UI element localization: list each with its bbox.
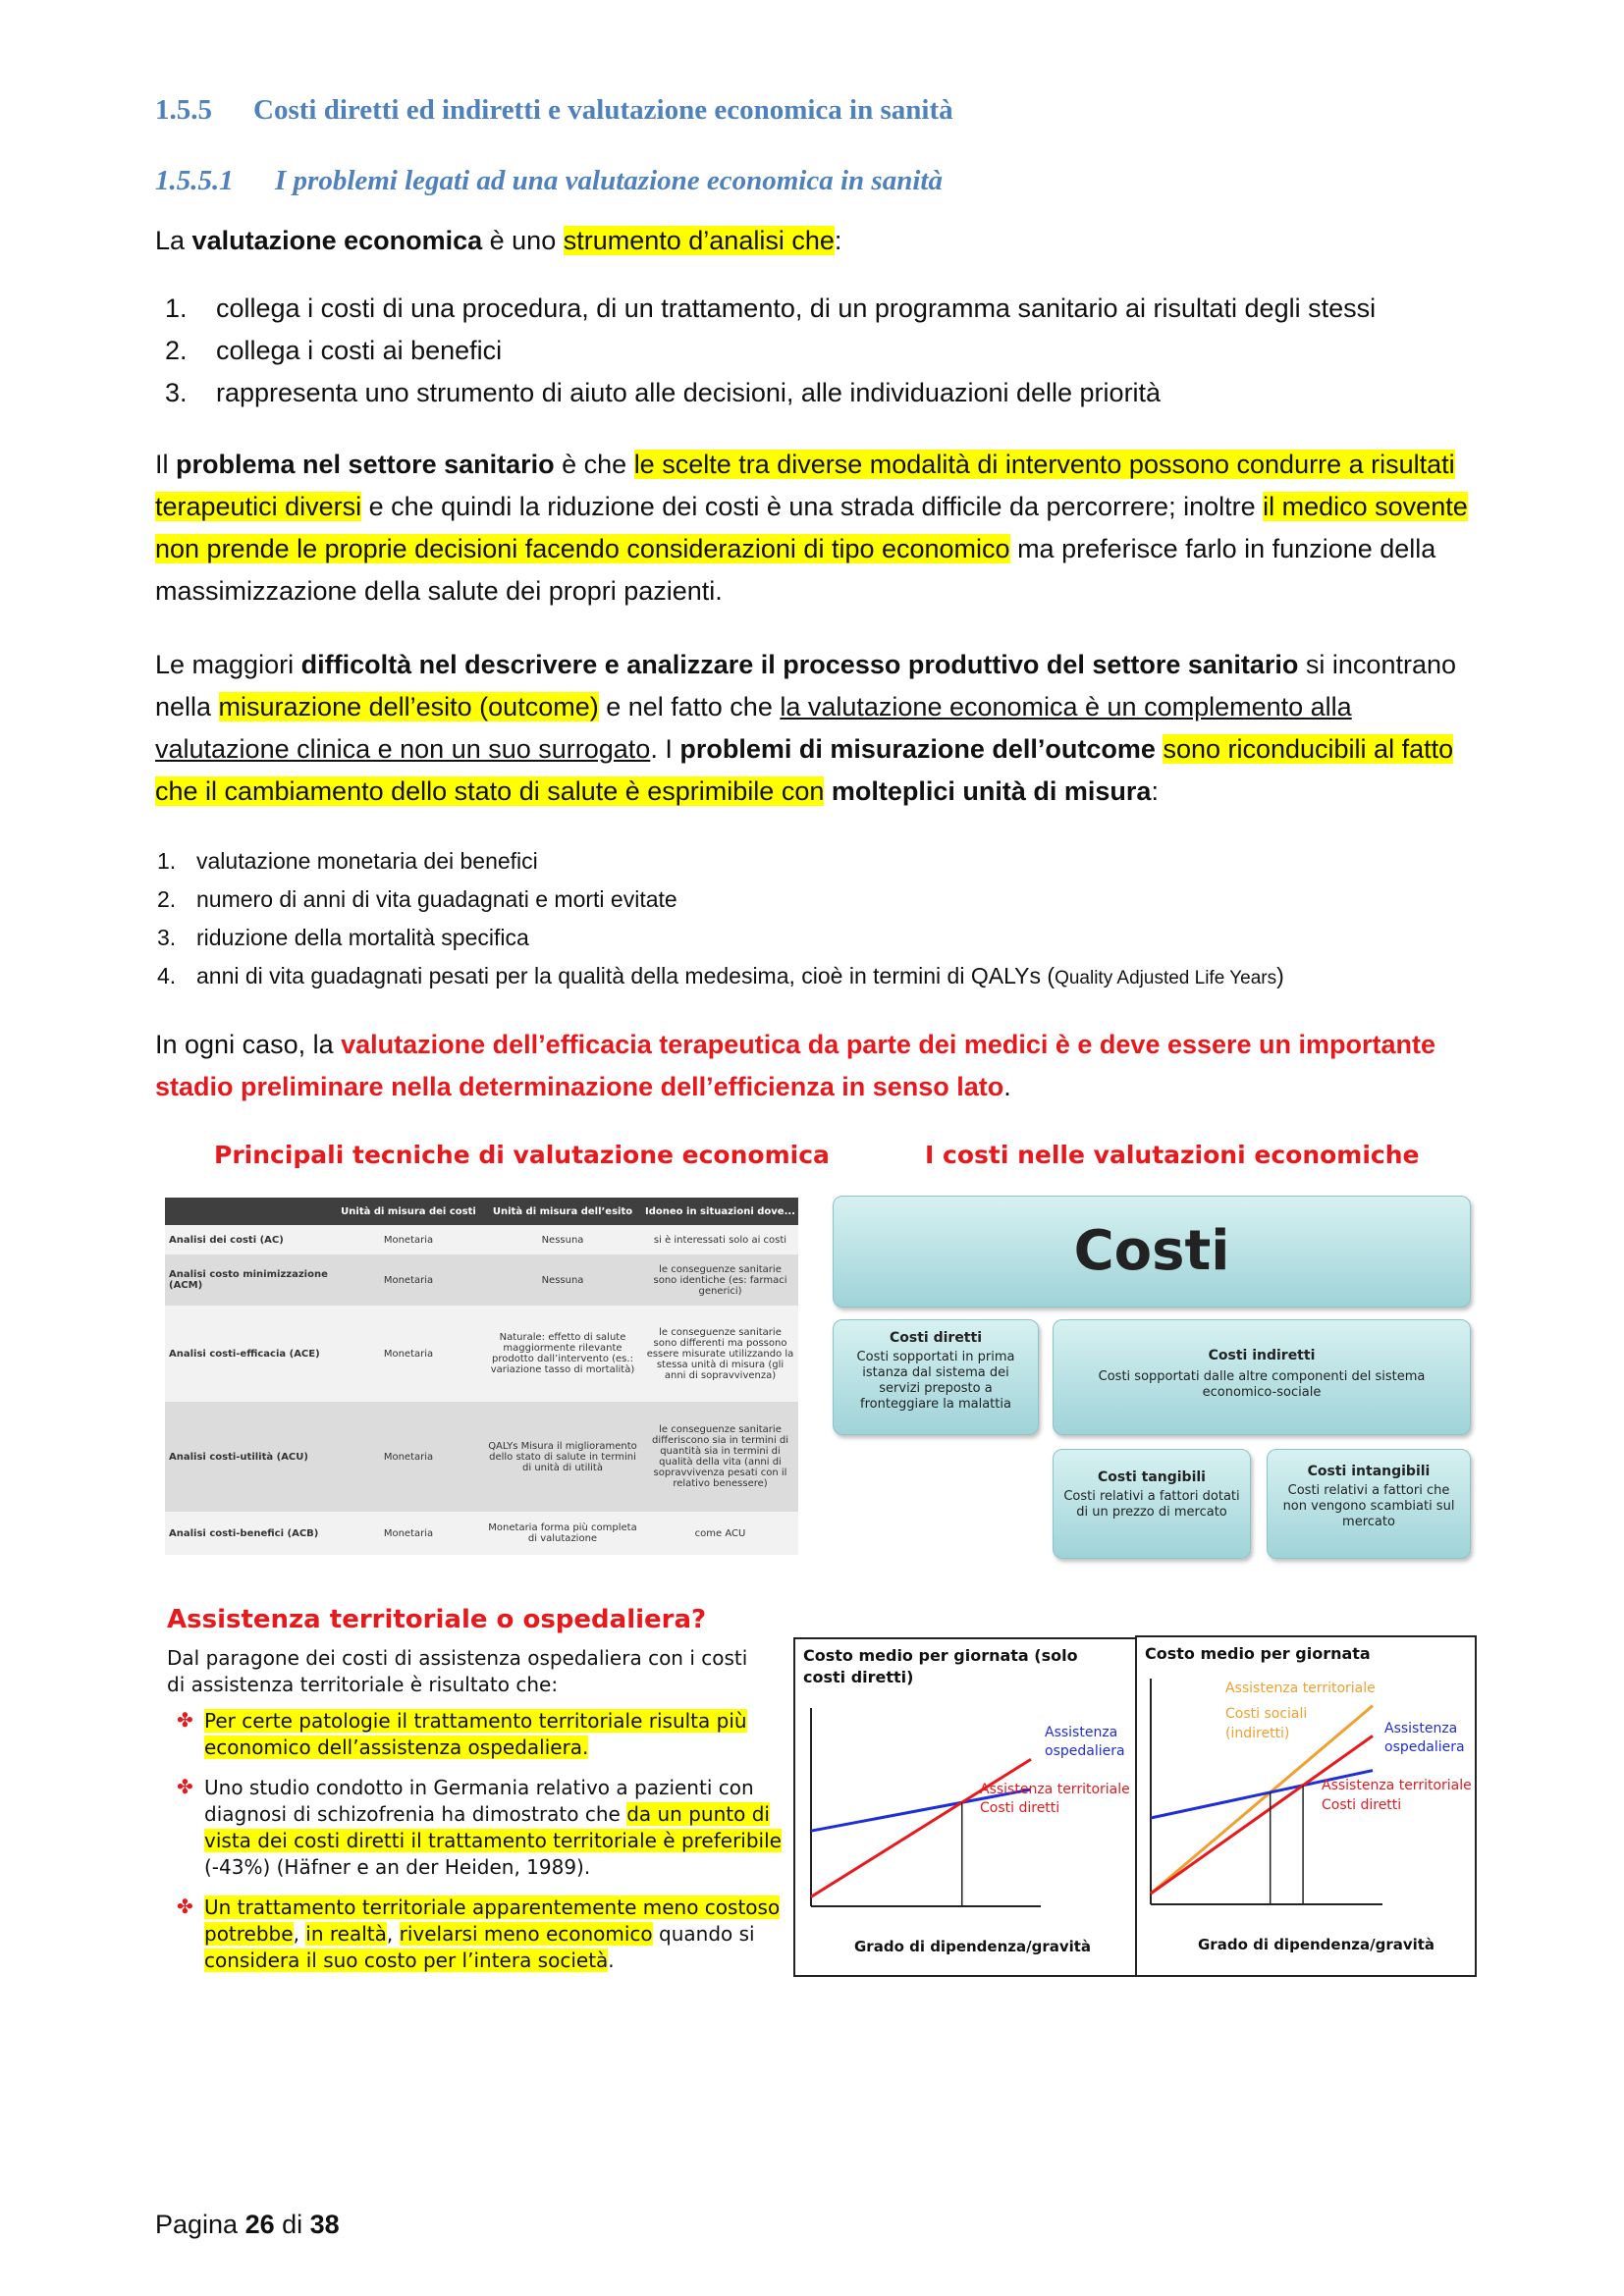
text: Uno studio condotto in Germania relativo a pazienti con diagnosi di schizofrenia ha dimostrato che <box>204 1776 754 1826</box>
bold-text: valutazione economica <box>191 226 483 255</box>
bullet-icon: ✤ <box>177 1777 193 1798</box>
list-number: 1. <box>157 848 177 874</box>
text: è uno <box>482 226 564 255</box>
list-item <box>155 372 1376 414</box>
text: ma preferisce farlo in funzione della massimizzazione della salute dei propri pazienti. <box>155 534 1436 606</box>
table-cell: come ACU <box>642 1512 798 1555</box>
table-cell: Analisi costo minimizzazione (ACM) <box>165 1255 334 1306</box>
assistenza-intro: Dal paragone dei costi di assistenza ospedaliera con i costi di assistenza territoriale è risultato che: <box>167 1646 748 1696</box>
costi-intangibili-box <box>1267 1449 1471 1559</box>
highlighted-text: Per certe patologie il trattamento territoriale risulta più economico dell’assistenza ospedaliera. <box>204 1709 747 1759</box>
costi-indiretti-box <box>1053 1319 1471 1435</box>
table-cell: Monetaria <box>334 1255 483 1306</box>
list-text: collega i costi di una procedura, di un trattamento, di un programma sanitario ai risultati degli stessi <box>216 294 1377 323</box>
table-cell: le conseguenze sanitarie differiscono sia in termini di quantità sia in termini di qualità della vita (anni di sopravvivenza pesati con il relativo benessere) <box>642 1402 798 1512</box>
text: : <box>834 226 842 255</box>
text: . I <box>650 734 680 764</box>
text: Pagina <box>155 2210 245 2239</box>
list-item <box>155 288 1376 330</box>
paragraph-difficolta <box>155 644 1471 813</box>
text: e che quindi la riduzione dei costi è una strada difficile da percorrere; inoltre <box>361 492 1264 521</box>
box-title: Costi intangibili <box>1307 1464 1431 1479</box>
text: si incontrano nella <box>155 650 1456 721</box>
list-text: riduzione della mortalità specifica <box>196 925 529 950</box>
list-number: 1. <box>165 294 188 323</box>
paragraph-problema <box>155 444 1471 613</box>
label-ospedaliera: Assistenza ospedaliera <box>1045 1725 1125 1759</box>
highlighted-text: le scelte tra diverse modalità di intervento possono condurre a risultati terapeutici diversi <box>155 450 1455 521</box>
table-row <box>165 1306 798 1402</box>
highlighted-text: rivelarsi meno economico <box>399 1922 653 1946</box>
list-item <box>155 881 1284 919</box>
table-header-row <box>165 1198 798 1225</box>
highlighted-text: strumento d’analisi che <box>563 226 835 255</box>
text: , <box>293 1922 306 1946</box>
costi-main-box <box>833 1196 1471 1308</box>
bold-text: difficoltà nel descrivere e analizzare il processo produttivo del settore sanitario <box>300 650 1299 679</box>
table-cell: QALYs Misura il miglioramento dello stato di salute in termini di unità di utilità <box>483 1402 642 1512</box>
highlighted-text: Un trattamento territoriale apparentemente meno costoso potrebbe <box>204 1896 781 1946</box>
text <box>824 776 832 806</box>
section-title: Costi diretti ed indiretti e valutazione economica in sanità <box>253 94 953 126</box>
text: In ogni caso, la <box>155 1030 342 1059</box>
list-text-small: Quality Adjusted Life Years <box>1055 968 1277 988</box>
text: Le maggiori <box>155 650 301 679</box>
underlined-text: la valutazione economica è un complemento alla valutazione clinica e non un suo surrogato <box>155 692 1352 764</box>
list-text: ) <box>1276 963 1284 988</box>
list-item <box>155 842 1284 881</box>
table-cell: Monetaria <box>334 1225 483 1255</box>
highlighted-text: il medico sovente non prende le proprie decisioni facendo considerazioni di tipo economico <box>155 492 1468 563</box>
table-cell: le conseguenze sanitarie sono differenti ma possono essere misurate utilizzando la stessa unità di misura (gli anni di sopravvivenza) <box>642 1306 798 1402</box>
list-text: valutazione monetaria dei benefici <box>196 848 538 874</box>
highlighted-text: misurazione dell’esito (outcome) <box>218 692 599 721</box>
table-figure-title: Principali tecniche di valutazione economica <box>214 1141 830 1169</box>
assistenza-bullet-1 <box>204 1708 784 1761</box>
box-description: Costi relativi a fattori dotati di un prezzo di mercato <box>1063 1489 1240 1520</box>
box-description: Costi sopportati dalle altre componenti del sistema economico-sociale <box>1098 1369 1426 1400</box>
table-cell: si è interessati solo ai costi <box>642 1225 798 1255</box>
text: (-43%) (Häfner e an der Heiden, 1989). <box>204 1855 591 1879</box>
text: di <box>274 2210 310 2239</box>
techniques-table <box>165 1198 798 1555</box>
red-bold-text: valutazione dell’efficacia terapeutica da parte dei medici è e deve essere un importante stadio preliminare nella determinazione dell’efficienza in senso lato <box>155 1030 1436 1101</box>
numbered-list-1 <box>155 288 1376 414</box>
label-territoriale-top: Assistenza territoriale <box>1225 1681 1376 1696</box>
table-header: Unità di misura dei costi <box>334 1198 483 1225</box>
table-cell: Analisi costi-efficacia (ACE) <box>165 1306 334 1402</box>
list-number: 2. <box>165 336 188 365</box>
list-number: 3. <box>157 925 177 950</box>
table-cell: Analisi costi-benefici (ACB) <box>165 1512 334 1555</box>
text: quando si <box>652 1922 755 1946</box>
text: . <box>608 1949 615 1972</box>
bold-text: problema nel settore sanitario <box>176 450 555 479</box>
table-row <box>165 1512 798 1555</box>
table-cell: Analisi costi-utilità (ACU) <box>165 1402 334 1512</box>
table-cell: Naturale: effetto di salute maggiormente rilevante prodotto dall’intervento (es.: variazione tasso di mortalità) <box>483 1306 642 1402</box>
subsection-title: I problemi legati ad una valutazione economica in sanità <box>275 165 943 196</box>
label-sociali: Costi sociali (indiretti) <box>1225 1706 1308 1741</box>
box-title: Costi tangibili <box>1098 1469 1206 1485</box>
text: è che <box>554 450 634 479</box>
label-diretti: Costi diretti <box>1322 1797 1402 1813</box>
page-total: 38 <box>309 2210 340 2239</box>
bullet-icon: ✤ <box>177 1896 193 1918</box>
subsection-heading <box>155 165 943 197</box>
x-axis-label: Grado di dipendenza/gravità <box>854 1938 1092 1955</box>
list-text: numero di anni di vita guadagnati e morti evitate <box>196 886 677 912</box>
assistenza-bullet-3 <box>204 1895 784 1974</box>
chart-2 <box>1135 1635 1477 1977</box>
section-heading <box>155 94 953 127</box>
text: Il <box>155 450 177 479</box>
table-cell: Monetaria <box>334 1306 483 1402</box>
chart-1 <box>793 1637 1137 1977</box>
table-cell: Monetaria <box>334 1402 483 1512</box>
bold-text: problemi di misurazione dell’outcome <box>679 734 1156 764</box>
table-cell: Analisi dei costi (AC) <box>165 1225 334 1255</box>
table-header: Unità di misura dell’esito <box>483 1198 642 1225</box>
costi-diretti-box <box>833 1319 1039 1435</box>
list-item <box>155 957 1284 997</box>
box-title: Costi indiretti <box>1208 1348 1316 1363</box>
bold-text: molteplici unità di misura <box>831 776 1152 806</box>
intro-paragraph <box>155 220 1471 262</box>
text: , <box>386 1922 400 1946</box>
chart-title: Costo medio per giornata <box>1145 1644 1371 1663</box>
list-number: 3. <box>165 378 188 407</box>
text: e nel fatto che <box>598 692 781 721</box>
table-row <box>165 1402 798 1512</box>
table-cell: Nessuna <box>483 1225 642 1255</box>
table-row <box>165 1255 798 1306</box>
text: . <box>1003 1072 1011 1101</box>
assistenza-title: Assistenza territoriale o ospedaliera? <box>167 1605 707 1634</box>
list-number: 2. <box>157 886 177 912</box>
highlighted-text: in realtà <box>305 1922 387 1946</box>
list-text: rappresenta uno strumento di aiuto alle decisioni, alle individuazioni delle priorità <box>216 378 1162 407</box>
text: La <box>155 226 192 255</box>
chart-title: Costo medio per giornata (solo costi diretti) <box>803 1646 1078 1686</box>
list-text: collega i costi ai benefici <box>216 336 503 365</box>
bullet-icon: ✤ <box>177 1710 193 1732</box>
highlighted-text: considera il suo costo per l’intera società <box>204 1949 609 1972</box>
box-title: Costi diretti <box>890 1330 982 1346</box>
chart-plot <box>795 1639 1135 1975</box>
table-header: Idoneo in situazioni dove... <box>642 1198 798 1225</box>
list-number: 4. <box>157 963 177 988</box>
subsection-number: 1.5.5.1 <box>155 165 234 196</box>
list-item <box>155 330 1376 372</box>
label-diretti: Costi diretti <box>980 1800 1060 1816</box>
page-footer <box>155 2210 340 2240</box>
text: : <box>1151 776 1159 806</box>
label-territoriale: Assistenza territoriale <box>980 1782 1130 1797</box>
numbered-list-2 <box>155 842 1284 997</box>
assistenza-bullet-2 <box>204 1775 784 1881</box>
table-cell: le conseguenze sanitarie sono identiche (es: farmaci generici) <box>642 1255 798 1306</box>
table-cell: Monetaria <box>334 1512 483 1555</box>
label-territoriale: Assistenza territoriale <box>1322 1778 1472 1793</box>
table-header <box>165 1198 334 1225</box>
label-ospedaliera: Assistenza ospedaliera <box>1384 1721 1465 1755</box>
costi-main-label: Costi <box>1073 1219 1230 1283</box>
paragraph-efficacia <box>155 1024 1471 1108</box>
list-text: anni di vita guadagnati pesati per la qualità della medesima, cioè in termini di QALYs ( <box>196 963 1056 988</box>
highlighted-text: sono riconducibili al fatto che il cambiamento dello stato di salute è esprimibile con <box>155 734 1454 806</box>
page-number: 26 <box>244 2210 275 2239</box>
costi-tangibili-box <box>1053 1449 1251 1559</box>
table-cell: Monetaria forma più completa di valutazione <box>483 1512 642 1555</box>
box-description: Costi sopportati in prima istanza dal sistema dei servizi preposto a fronteggiare la malattia <box>856 1350 1015 1412</box>
costs-figure-title: I costi nelle valutazioni economiche <box>925 1141 1420 1169</box>
x-axis-label: Grado di dipendenza/gravità <box>1198 1936 1435 1953</box>
box-description: Costi relativi a fattori che non vengono scambiati sul mercato <box>1282 1483 1455 1529</box>
highlighted-text: da un punto di vista dei costi diretti il trattamento territoriale è preferibile <box>204 1802 782 1852</box>
list-item <box>155 919 1284 957</box>
table-row <box>165 1225 798 1255</box>
section-number: 1.5.5 <box>155 94 212 126</box>
table-cell: Nessuna <box>483 1255 642 1306</box>
